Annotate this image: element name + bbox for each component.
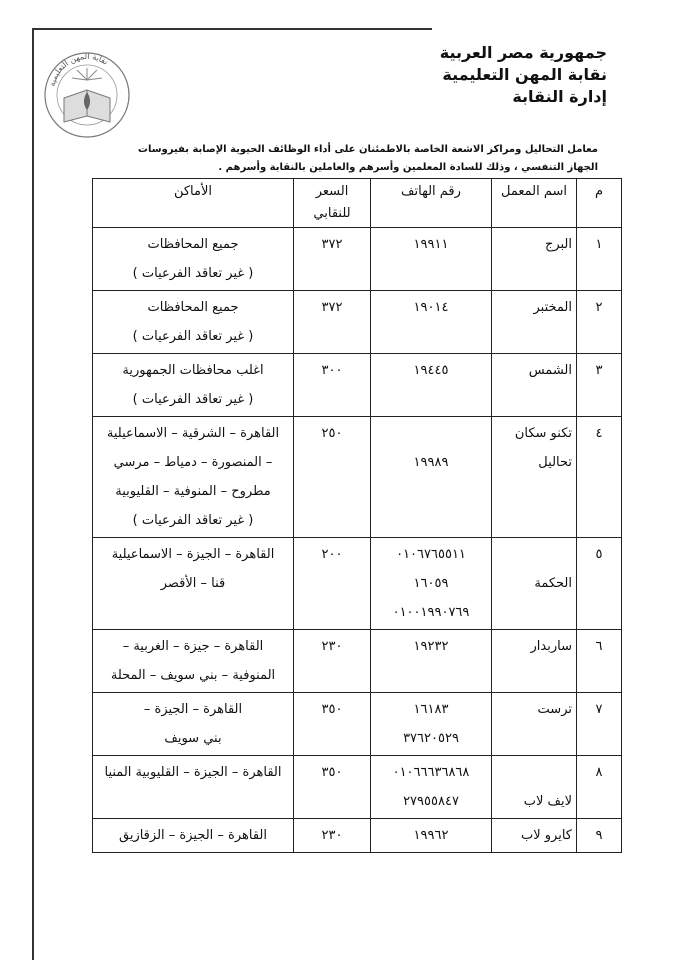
table-row [93, 291, 622, 354]
header-locations: الأماكن [93, 179, 294, 228]
locations-cell [93, 417, 294, 538]
lab-name: ساربدار [530, 639, 572, 654]
price-cell: ٣٥٠ [294, 756, 371, 819]
header-num: م [577, 179, 622, 228]
phone-cell [371, 819, 492, 853]
price-cell: ٢٣٠ [294, 819, 371, 853]
location-line: اغلب محافظات الجمهورية [122, 363, 264, 378]
table-row [93, 756, 622, 819]
lab-name: المختبر [533, 300, 572, 315]
lab-name-cell [492, 228, 577, 291]
lab-name-cell [492, 291, 577, 354]
price-cell: ٣٧٢ [294, 228, 371, 291]
row-number: ٧ [577, 693, 622, 756]
row-number: ٩ [577, 819, 622, 853]
letterhead-country: جمهورية مصر العربية [439, 43, 607, 62]
letterhead-department: إدارة النقابة [512, 87, 607, 106]
svg-text:نقابة المهن التعليمية: نقابة المهن التعليمية [47, 51, 110, 88]
location-line: جميع المحافظات [147, 300, 239, 315]
price-cell: ٢٣٠ [294, 630, 371, 693]
table-header-row [93, 179, 622, 228]
letterhead [440, 42, 607, 108]
phone-cell [371, 354, 492, 417]
header-phone: رقم الهاتف [371, 179, 492, 228]
table-row [93, 819, 622, 853]
row-number: ٨ [577, 756, 622, 819]
location-line: القاهرة – جيزة – الغربية – [122, 639, 264, 654]
lab-name-cell [492, 693, 577, 756]
lab-name: تكنو سكان [514, 426, 572, 441]
lab-name-cell [492, 630, 577, 693]
phone-number: ١٩٩١١ [413, 237, 449, 252]
price-cell: ٢٠٠ [294, 538, 371, 630]
header-price [294, 179, 371, 228]
locations-cell [93, 630, 294, 693]
locations-cell [93, 228, 294, 291]
phone-number: ١٦١٨٣ [413, 702, 449, 717]
phone-number [375, 419, 487, 448]
price-cell: ٢٥٠ [294, 417, 371, 538]
location-line: القاهرة – الجيزة – القليوبية المنيا [104, 765, 282, 780]
lab-name-cell [492, 819, 577, 853]
intro-line-1: معامل التحاليل ومراكز الاشعة الخاصة بالاطمئنان على أداء الوظائف الحيوية الإصابة بفيروسات [137, 144, 598, 155]
location-line: ( غير تعاقد الفرعيات ) [132, 513, 254, 528]
table-row [93, 630, 622, 693]
lab-name [496, 758, 572, 787]
location-line: ( غير تعاقد الفرعيات ) [132, 329, 254, 344]
location-line: القاهرة – الجيزة – الاسماعيلية [111, 547, 275, 562]
location-line: ( غير تعاقد الفرعيات ) [132, 392, 254, 407]
row-number: ٣ [577, 354, 622, 417]
lab-name: الحكمة [534, 576, 572, 591]
phone-number: ٠١٠٦٦٦٣٦٨٦٨ [392, 765, 470, 780]
syndicate-logo [42, 40, 132, 152]
phone-number: ٣٧٦٢٠٥٢٩ [403, 731, 459, 746]
phone-number: ٢٧٩٥٥٨٤٧ [403, 794, 459, 809]
phone-cell [371, 291, 492, 354]
lab-name: لايف لاب [523, 794, 572, 809]
phone-number: ٠١٠٦٧٦٥٥١١ [396, 547, 466, 562]
location-line: مطروح – المنوفية – القليوبية [115, 484, 271, 499]
row-number: ٦ [577, 630, 622, 693]
phone-number: ١٩٩٦٢ [413, 828, 449, 843]
lab-name [496, 540, 572, 569]
phone-number: ١٦٠٥٩ [413, 576, 449, 591]
lab-name-cell [492, 756, 577, 819]
header-lab-name: اسم المعمل [492, 179, 577, 228]
table-row [93, 354, 622, 417]
lab-name: كايرو لاب [520, 828, 572, 843]
lab-name: البرج [544, 237, 572, 252]
labs-table-body [93, 228, 622, 853]
locations-cell [93, 291, 294, 354]
locations-cell [93, 756, 294, 819]
page-frame-top [32, 28, 432, 30]
lab-name-cell [492, 354, 577, 417]
location-line: قنا – الأقصر [160, 576, 226, 591]
location-line: جميع المحافظات [147, 237, 239, 252]
lab-name-cell [492, 417, 577, 538]
phone-number: ٠١٠٠١٩٩٠٧٦٩ [392, 605, 470, 620]
locations-cell [93, 538, 294, 630]
phone-cell [371, 228, 492, 291]
phone-number: ١٩٠١٤ [413, 300, 449, 315]
table-row [93, 417, 622, 538]
location-line: – المنصورة – دمياط – مرسي [113, 455, 273, 470]
location-line: القاهرة – الجيزة – الزقازيق [118, 828, 267, 843]
phone-cell [371, 756, 492, 819]
table-row [93, 228, 622, 291]
locations-cell [93, 819, 294, 853]
row-number: ١ [577, 228, 622, 291]
row-number: ٢ [577, 291, 622, 354]
table-row [93, 693, 622, 756]
row-number: ٤ [577, 417, 622, 538]
phone-cell [371, 693, 492, 756]
location-line: القاهرة – الشرقية – الاسماعيلية [106, 426, 280, 441]
price-cell: ٣٠٠ [294, 354, 371, 417]
intro-line-2: الجهاز التنفسي ، وذلك للسادة المعلمين وأسرهم والعاملين بالنقابة وأسرهم . [218, 162, 598, 173]
page-frame-left [32, 28, 34, 960]
labs-table [92, 178, 622, 853]
phone-cell [371, 417, 492, 538]
table-row [93, 538, 622, 630]
phone-number: ١٩٤٤٥ [413, 363, 449, 378]
locations-cell [93, 354, 294, 417]
header-price-line-1: السعر [315, 184, 349, 199]
location-line: المنوفية – بني سويف – المحلة [110, 668, 276, 683]
locations-cell [93, 693, 294, 756]
phone-number: ١٩٩٨٩ [413, 455, 449, 470]
price-cell: ٣٧٢ [294, 291, 371, 354]
price-cell: ٣٥٠ [294, 693, 371, 756]
lab-name-cell [492, 538, 577, 630]
phone-cell [371, 630, 492, 693]
lab-name: الشمس [528, 363, 572, 378]
phone-cell [371, 538, 492, 630]
header-price-line-2: للنقابي [313, 206, 351, 221]
location-line: ( غير تعاقد الفرعيات ) [132, 266, 254, 281]
lab-name: تحاليل [538, 455, 572, 470]
row-number: ٥ [577, 538, 622, 630]
location-line: بني سويف [164, 731, 222, 746]
lab-name: ترست [537, 702, 572, 717]
location-line: القاهرة – الجيزة – [143, 702, 243, 717]
phone-number: ١٩٢٣٢ [413, 639, 449, 654]
letterhead-syndicate: نقابة المهن التعليمية [442, 65, 607, 84]
